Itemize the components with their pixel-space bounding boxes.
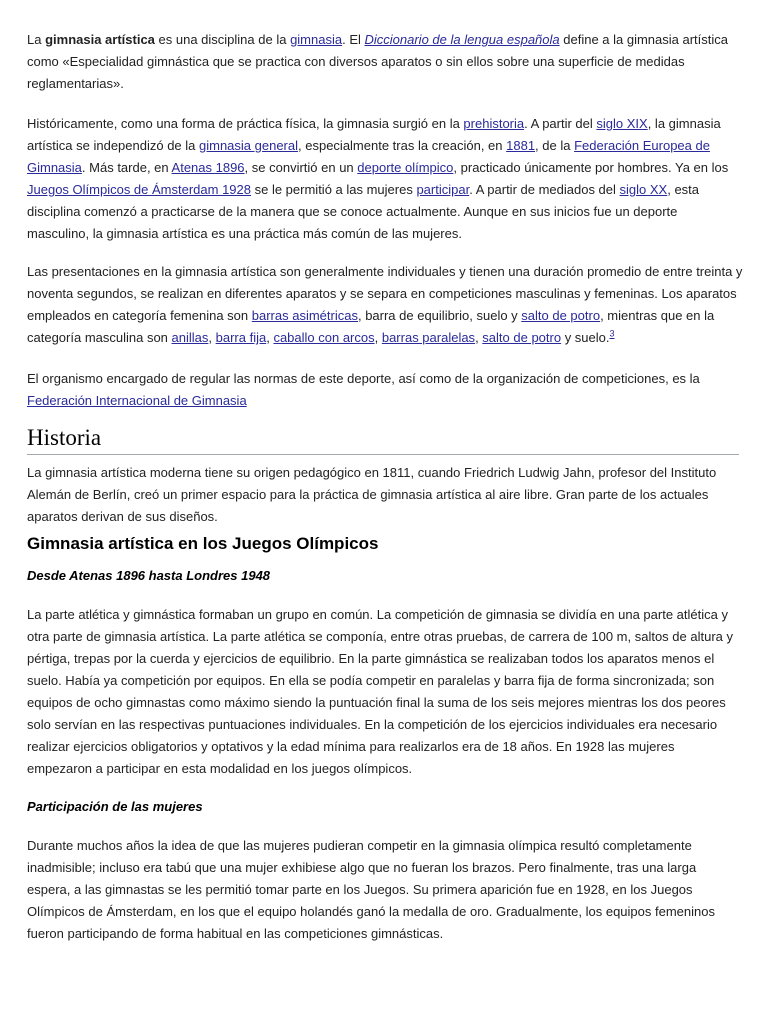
link-salto-de-potro[interactable]: salto de potro [521, 308, 601, 323]
section-heading-historia: Historia [27, 424, 739, 455]
text: La [27, 32, 46, 47]
text: es una disciplina de la [154, 32, 291, 47]
text: , especialmente tras la creación, en [298, 138, 507, 153]
intro-paragraph-4 [27, 368, 743, 412]
text: , [266, 330, 274, 345]
intro-paragraph-1 [27, 29, 743, 95]
intro-paragraph-3 [27, 261, 743, 349]
text: , practicado únicamente por hombres. Ya en los [453, 160, 729, 175]
section-heading-olimpicos: Gimnasia artística en los Juegos Olímpicos [27, 534, 379, 553]
text: define a la gimnasia artística como «Especialidad gimnástica que se practica con diversos aparatos o sin ellos sobre una superficie de medidas reglamentarias». [27, 32, 729, 91]
text: y suelo. [561, 330, 610, 345]
text: . Más tarde, en [81, 160, 172, 175]
text: . El [342, 32, 365, 47]
text: , se convirtió en un [244, 160, 358, 175]
subheading-mujeres: Participación de las mujeres [27, 799, 203, 814]
link-siglo-xx[interactable]: siglo XX [619, 182, 668, 197]
text: Históricamente, como una forma de práctica física, la gimnasia surgió en la [27, 116, 464, 131]
text: , mientras que en la categoría masculina son [27, 308, 715, 345]
link-participar[interactable]: participar [416, 182, 470, 197]
text: Las presentaciones en la gimnasia artística son generalmente individuales y tienen una duración promedio de entre treinta y noventa segundos, se realizan en diferentes aparatos y se separa en competiciones masculinas y femeninas. Los aparatos empleados en categoría femenina son [27, 264, 743, 323]
link-barra-fija[interactable]: barra fija [215, 330, 267, 345]
link-barras-paralelas[interactable]: barras paralelas [381, 330, 476, 345]
text: , esta disciplina comenzó a practicarse de la manera que se conoce actualmente. Aunque en sus inicios fue un deporte masculino, la gimnasia artística es una práctica más común de las mujeres. [27, 182, 700, 241]
text: El organismo encargado de regular las normas de este deporte, así como de la organización de competiciones, es la [27, 371, 700, 386]
text: . A partir del [524, 116, 597, 131]
text: , [475, 330, 483, 345]
link-caballo-con-arcos[interactable]: caballo con arcos [273, 330, 375, 345]
intro-paragraph-2 [27, 113, 743, 245]
link-gimnasia[interactable]: gimnasia [290, 32, 343, 47]
text: , la gimnasia artística se independizó de la [27, 116, 721, 153]
link-barras-asimetricas[interactable]: barras asimétricas [251, 308, 358, 323]
link-atenas-1896[interactable]: Atenas 1896 [171, 160, 245, 175]
link-1881[interactable]: 1881 [506, 138, 536, 153]
reference-link[interactable]: 3 [609, 328, 615, 339]
link-diccionario[interactable]: Diccionario de la lengua española [364, 32, 560, 47]
text: , [374, 330, 382, 345]
subheading-atenas-londres: Desde Atenas 1896 hasta Londres 1948 [27, 568, 271, 583]
bold-term: gimnasia artística [45, 32, 155, 47]
link-deporte-olimpico[interactable]: deporte olímpico [357, 160, 454, 175]
olimpicos-paragraph-2: Durante muchos años la idea de que las mujeres pudieran competir en la gimnasia olímpica resultó completamente inadmisible; incluso era tabú que una mujer exhibiese algo que no fueran los brazos. Pero finalmente, tras una larga espera, a las gimnastas se les permitió tomar parte en los Juegos. Su primera aparición fue en 1928, en los Juegos Olímpicos de Ámsterdam, en los que el equipo holandés ganó la medalla de oro. Gradualmente, los equipos femeninos fueron participando de forma habitual en las competiciones gimnásticas. [27, 838, 715, 941]
text: . A partir de mediados del [469, 182, 620, 197]
link-federacion-europea[interactable]: Federación Europea de Gimnasia [27, 138, 710, 175]
link-salto-de-potro-2[interactable]: salto de potro [482, 330, 562, 345]
link-siglo-xix[interactable]: siglo XIX [596, 116, 648, 131]
olimpicos-paragraph-1: La parte atlética y gimnástica formaban un grupo en común. La competición de gimnasia se dividía en una parte atlética y otra parte de gimnasia artística. La parte atlética se componía, entre otras pruebas, de carrera de 100 m, saltos de altura y pértiga, trepas por la cuerda y ejercicios de equilibrio. En la parte gimnástica se realizaban todos los aparatos menos el suelo. Había ya competición por equipos. En ella se podía competir en paralelas y barra fija de forma sincronizada; son equipos de ocho gimnastas como máximo siendo la puntuación final la suma de los seis mejores mientras los dos peores solo servían en las respectivas puntuaciones individuales. En la competición de los ejercicios individuales era necesario realizar ejercicios obligatorios y optativos y la edad mínima para realizarlos era de 18 años. En 1928 las mujeres empezaron a participar en esta modalidad en los juegos olímpicos. [27, 607, 733, 776]
text: se le permitió a las mujeres [251, 182, 417, 197]
link-gimnasia-general[interactable]: gimnasia general [199, 138, 299, 153]
historia-paragraph: La gimnasia artística moderna tiene su origen pedagógico en 1811, cuando Friedrich Ludwig Jahn, profesor del Instituto Alemán de Berlín, creó un primer espacio para la práctica de gimnasia artística al aire libre. Gran parte de los actuales aparatos derivan de sus diseños. [27, 465, 717, 524]
link-federacion-internacional[interactable]: Federación Internacional de Gimnasia [27, 393, 247, 408]
text: , barra de equilibrio, suelo y [357, 308, 522, 323]
link-prehistoria[interactable]: prehistoria [463, 116, 525, 131]
link-anillas[interactable]: anillas [171, 330, 209, 345]
link-juegos-amsterdam-1928[interactable]: Juegos Olímpicos de Ámsterdam 1928 [27, 182, 251, 197]
text: , de la [535, 138, 575, 153]
text: , [208, 330, 216, 345]
